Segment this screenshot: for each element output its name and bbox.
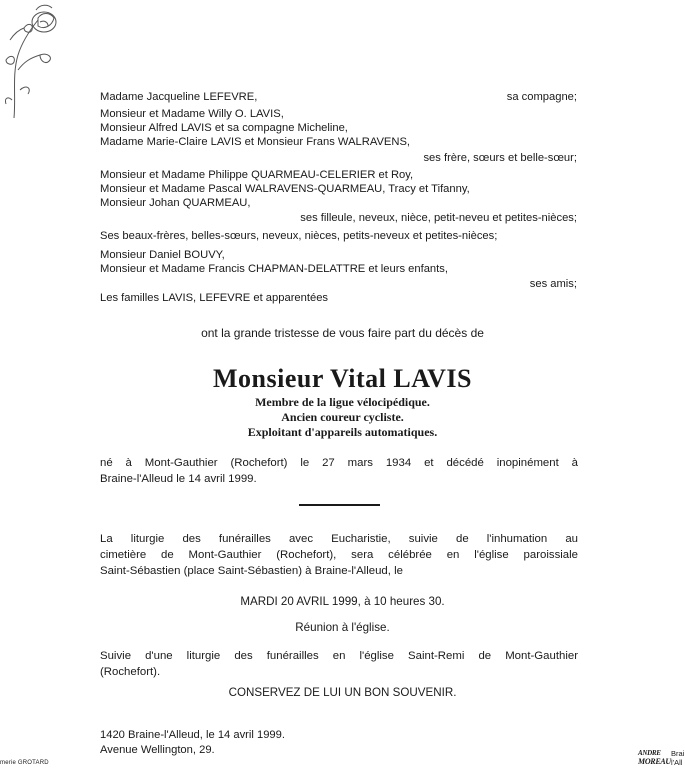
deceased-name: Monsieur Vital LAVIS bbox=[213, 364, 472, 393]
liturgy-line-2: cimetière de Mont-Gauthier (Rochefort), sera célébrée en l'église paroissiale bbox=[100, 549, 578, 561]
funeral-date-time: MARDI 20 AVRIL 1999, à 10 heures 30. bbox=[240, 595, 445, 608]
family-line-11: Les familles LAVIS, LEFEVRE et apparentées bbox=[100, 292, 329, 304]
funeral-home-text-2: l'All bbox=[671, 758, 683, 767]
liturgy-line-1: La liturgie des funérailles avec Eucharistie, suivie de l'inhumation au bbox=[100, 533, 578, 545]
followup-line-1: Suivie d'une liturgie des funérailles en l'église Saint-Remi de Mont-Gauthier bbox=[100, 650, 578, 662]
family-line-6: Monsieur et Madame Pascal WALRAVENS-QUARMEAU, Tracy et Tifanny, bbox=[100, 183, 470, 195]
address-line-2: Avenue Wellington, 29. bbox=[100, 744, 215, 756]
relation-friends: ses amis; bbox=[529, 278, 577, 290]
logo-line-1: ANDRE bbox=[638, 749, 661, 757]
relation-companion: sa compagne; bbox=[506, 91, 577, 103]
relation-godchildren: ses filleule, neveux, nièce, petit-neveu et petites-nièces; bbox=[300, 212, 577, 224]
family-line-3: Monsieur Alfred LAVIS et sa compagne Micheline, bbox=[100, 122, 348, 134]
liturgy-paragraph bbox=[100, 531, 578, 579]
family-line-5: Monsieur et Madame Philippe QUARMEAU-CELERIER et Roy, bbox=[100, 169, 414, 181]
closing-text: CONSERVEZ DE LUI UN BON SOUVENIR. bbox=[228, 686, 457, 699]
birth-death-paragraph bbox=[100, 455, 578, 487]
announcement-text: ont la grande tristesse de vous faire part du décès de bbox=[201, 326, 484, 340]
birth-death-line-2: Braine-l'Alleud le 14 avril 1999. bbox=[100, 473, 257, 485]
family-line-10: Monsieur et Madame Francis CHAPMAN-DELATTRE et leurs enfants, bbox=[100, 263, 448, 275]
relation-siblings: ses frère, sœurs et belle-sœur; bbox=[423, 152, 577, 164]
birth-death-line-1: né à Mont-Gauthier (Rochefort) le 27 mars 1934 et décédé inopinément à bbox=[100, 457, 578, 469]
family-line-2: Monsieur et Madame Willy O. LAVIS, bbox=[100, 108, 284, 120]
family-line-9: Monsieur Daniel BOUVY, bbox=[100, 249, 225, 261]
deceased-role-2: Ancien coureur cycliste. bbox=[281, 410, 404, 424]
family-line-1: Madame Jacqueline LEFEVRE, bbox=[100, 91, 258, 103]
followup-line-2: (Rochefort). bbox=[100, 666, 161, 678]
family-line-8: Ses beaux-frères, belles-sœurs, neveux, nièces, petits-neveux et petites-nièces; bbox=[100, 230, 498, 242]
deceased-role-1: Membre de la ligue vélocipédique. bbox=[255, 395, 430, 409]
funeral-home-text-1: Brai bbox=[671, 749, 685, 758]
section-divider bbox=[299, 504, 380, 506]
family-line-7: Monsieur Johan QUARMEAU, bbox=[100, 197, 251, 209]
address-line-1: 1420 Braine-l'Alleud, le 14 avril 1999. bbox=[100, 729, 285, 741]
printer-credit: merie GROTARD bbox=[0, 760, 49, 766]
followup-paragraph bbox=[100, 648, 578, 680]
liturgy-line-3: Saint-Sébastien (place Saint-Sébastien) à Braine-l'Alleud, le bbox=[100, 565, 403, 577]
deceased-role-3: Exploitant d'appareils automatiques. bbox=[247, 425, 438, 439]
logo-line-2: MOREAU bbox=[638, 757, 671, 766]
family-line-4: Madame Marie-Claire LAVIS et Monsieur Frans WALRAVENS, bbox=[100, 136, 411, 148]
flower-ornament-icon bbox=[0, 0, 70, 120]
meeting-note: Réunion à l'église. bbox=[295, 621, 390, 634]
